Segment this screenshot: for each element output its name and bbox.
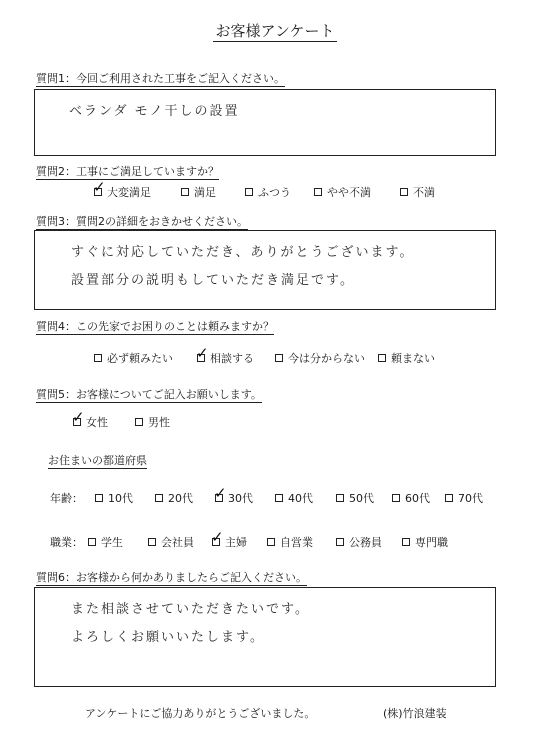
checkbox[interactable] bbox=[336, 538, 344, 546]
check-mark-icon: ✓ bbox=[214, 484, 227, 502]
checkbox[interactable] bbox=[155, 494, 163, 502]
checkbox[interactable] bbox=[88, 538, 96, 546]
checkbox[interactable] bbox=[72, 408, 85, 426]
option-age-40s[interactable]: 40代 bbox=[275, 490, 313, 506]
checkbox[interactable] bbox=[314, 188, 322, 196]
checkbox[interactable] bbox=[267, 538, 275, 546]
checkbox[interactable] bbox=[402, 538, 410, 546]
option-homemaker[interactable]: ✓ 主婦 bbox=[211, 528, 247, 549]
survey-title: お客様アンケート bbox=[215, 22, 335, 40]
question-6-answer-line-1: また相談させていただきたいです。 bbox=[71, 602, 310, 617]
checkbox[interactable] bbox=[336, 494, 344, 502]
option-female[interactable]: ✓ 女性 bbox=[72, 408, 108, 429]
checkbox[interactable] bbox=[275, 354, 283, 362]
occupation-row bbox=[0, 528, 550, 550]
option-professional[interactable]: 専門職 bbox=[402, 534, 448, 550]
satisfaction-options bbox=[0, 178, 550, 200]
option-undecided[interactable]: 今は分からない bbox=[275, 350, 365, 366]
company-name: (株)竹浪建装 bbox=[383, 707, 447, 720]
prefecture-label: お住まいの都道府県 bbox=[48, 454, 147, 467]
check-mark-icon: ✓ bbox=[196, 344, 209, 362]
option-age-30s[interactable]: ✓ 30代 bbox=[214, 484, 253, 505]
option-dissatisfied[interactable]: 不満 bbox=[400, 184, 435, 200]
checkbox[interactable] bbox=[378, 354, 386, 362]
option-civil-servant[interactable]: 公務員 bbox=[336, 534, 382, 550]
checkbox[interactable] bbox=[214, 484, 227, 502]
checkbox[interactable] bbox=[211, 528, 224, 546]
option-age-20s[interactable]: 20代 bbox=[155, 490, 193, 506]
option-age-10s[interactable]: 10代 bbox=[95, 490, 133, 506]
question-1-label: 質問1：今回ご利用された工事をご記入ください。 bbox=[36, 72, 285, 85]
question-6-answer-box[interactable] bbox=[34, 587, 496, 687]
check-mark-icon: ✓ bbox=[211, 528, 224, 546]
option-satisfied[interactable]: 満足 bbox=[181, 184, 216, 200]
checkbox[interactable] bbox=[93, 178, 106, 196]
checkbox[interactable] bbox=[445, 494, 453, 502]
question-5-label: 質問5：お客様についてご記入お願いします。 bbox=[36, 388, 262, 401]
question-4-label: 質問4：この先家でお困りのことは頼みますか？ bbox=[36, 320, 274, 333]
option-age-60s[interactable]: 60代 bbox=[392, 490, 430, 506]
checkbox[interactable] bbox=[392, 494, 400, 502]
option-self-employed[interactable]: 自営業 bbox=[267, 534, 313, 550]
request-options bbox=[0, 344, 550, 366]
option-student[interactable]: 学生 bbox=[88, 534, 123, 550]
checkbox[interactable] bbox=[94, 354, 102, 362]
option-age-70s[interactable]: 70代 bbox=[445, 490, 483, 506]
checkbox[interactable] bbox=[95, 494, 103, 502]
question-6-answer-line-2: よろしくお願いいたします。 bbox=[71, 630, 265, 645]
question-2-label: 質問2：工事にご満足していますか？ bbox=[36, 165, 219, 178]
checkbox[interactable] bbox=[245, 188, 253, 196]
question-1-answer-box[interactable] bbox=[34, 89, 496, 156]
gender-options bbox=[0, 408, 550, 430]
option-definitely-request[interactable]: 必ず頼みたい bbox=[94, 350, 173, 366]
checkbox[interactable] bbox=[148, 538, 156, 546]
option-company-employee[interactable]: 会社員 bbox=[148, 534, 194, 550]
age-row bbox=[0, 484, 550, 506]
option-will-not-request[interactable]: 頼まない bbox=[378, 350, 435, 366]
option-age-50s[interactable]: 50代 bbox=[336, 490, 374, 506]
question-6-label: 質問6：お客様から何かありましたらご記入ください。 bbox=[36, 571, 307, 584]
question-3-label: 質問3：質問2の詳細をおきかせください。 bbox=[36, 215, 248, 228]
option-consult[interactable]: ✓ 相談する bbox=[196, 344, 254, 365]
checkbox[interactable] bbox=[275, 494, 283, 502]
thank-you-note: アンケートにご協力ありがとうございました。 bbox=[85, 707, 316, 720]
checkbox[interactable] bbox=[196, 344, 209, 362]
option-somewhat-dissatisfied[interactable]: やや不満 bbox=[314, 184, 371, 200]
question-3-answer-line-2: 設置部分の説明もしていただき満足です。 bbox=[71, 273, 355, 288]
check-mark-icon: ✓ bbox=[72, 408, 85, 426]
option-neutral[interactable]: ふつう bbox=[245, 184, 291, 200]
question-3-answer-box[interactable] bbox=[34, 230, 496, 310]
check-mark-icon: ✓ bbox=[93, 178, 106, 196]
occupation-label: 職業： bbox=[50, 536, 83, 549]
question-3-answer-line-1: すぐに対応していただき、ありがとうございます。 bbox=[71, 245, 415, 260]
checkbox[interactable] bbox=[181, 188, 189, 196]
option-very-satisfied[interactable]: ✓ 大変満足 bbox=[93, 178, 151, 199]
age-label: 年齢： bbox=[50, 492, 83, 505]
checkbox[interactable] bbox=[400, 188, 408, 196]
checkbox[interactable] bbox=[135, 418, 143, 426]
option-male[interactable]: 男性 bbox=[135, 414, 170, 430]
question-1-answer: ベランダ モノ干しの設置 bbox=[69, 104, 240, 119]
